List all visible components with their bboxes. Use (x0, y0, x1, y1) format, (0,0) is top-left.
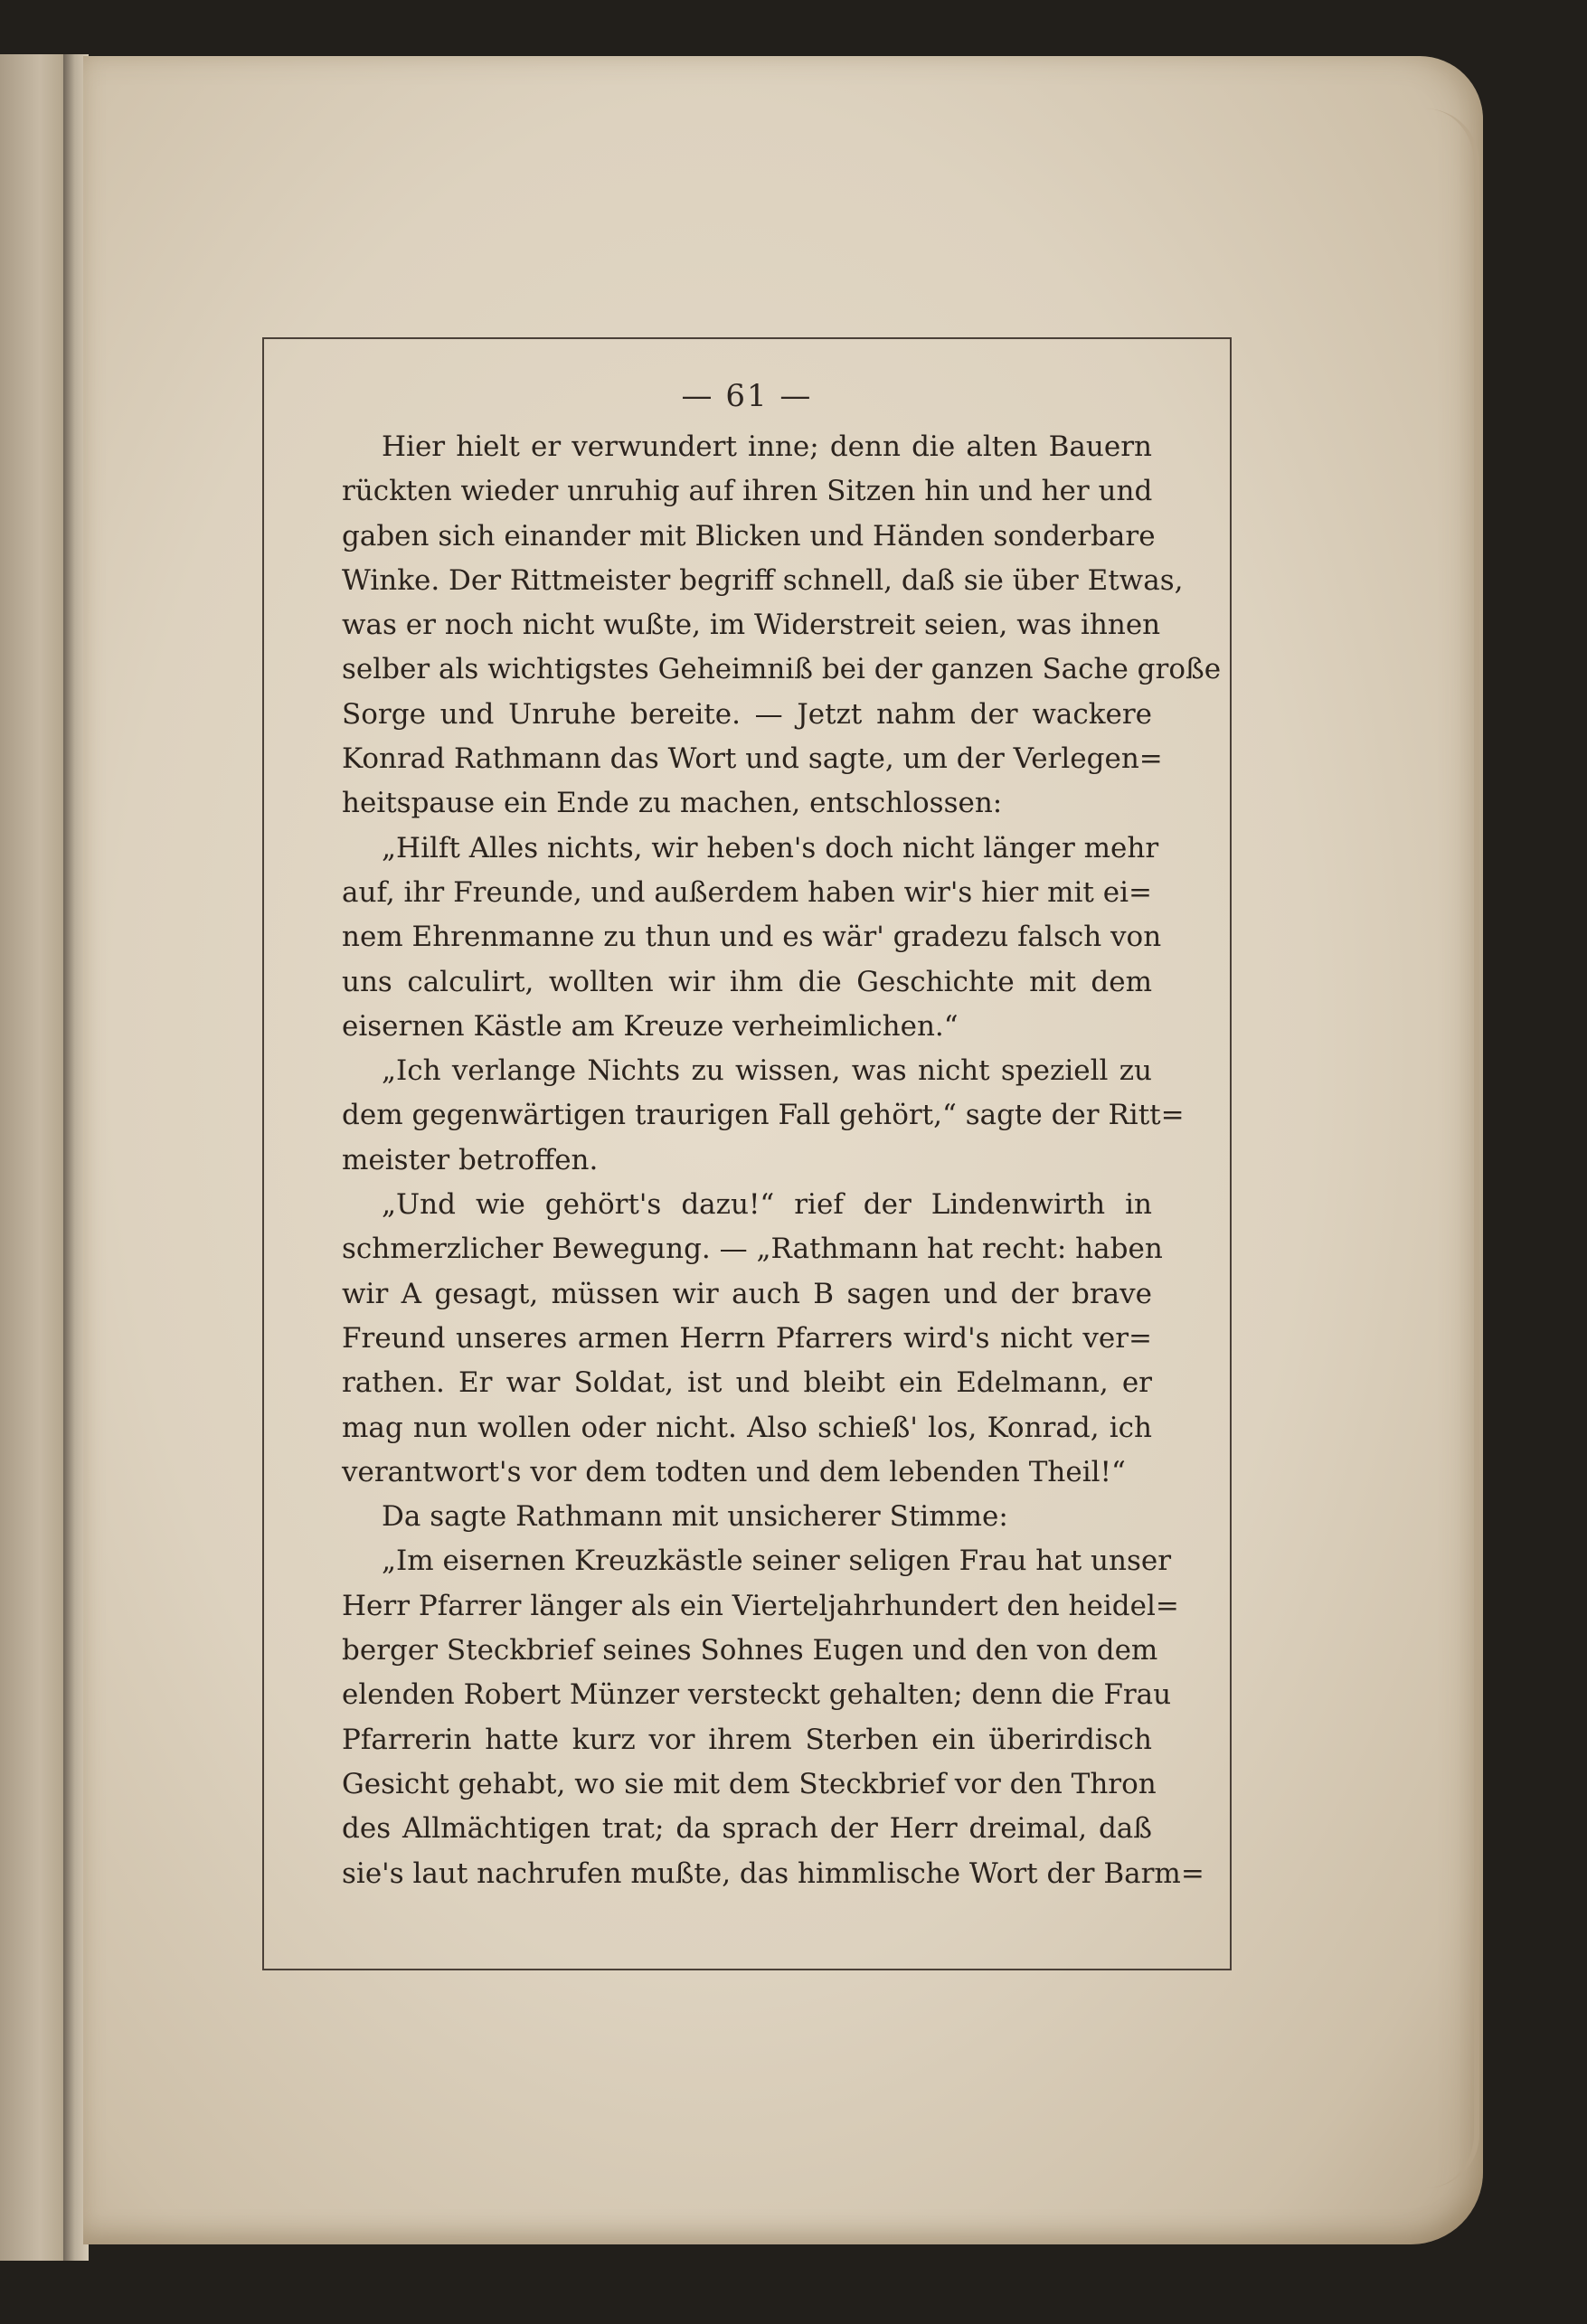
text-line: rückten wieder unruhig auf ihren Sitzen hin und her und (342, 475, 1153, 508)
text-line: was er noch nicht wußte, im Widerstreit seien, was ihnen (342, 609, 1161, 642)
text-line: „Ich verlange Nichts zu wissen, was nicht speziell zu (382, 1054, 1152, 1088)
text-line: dem gegenwärtigen traurigen Fall gehört,“ sagte der Ritt= (342, 1099, 1185, 1132)
text-line: verantwort's vor dem todten und dem lebenden Theil!“ (342, 1455, 1126, 1488)
text-line: heitspause ein Ende zu machen, entschlossen: (342, 787, 1003, 820)
text-line: Sorge und Unruhe bereite. — Jetzt nahm der wackere (342, 697, 1152, 731)
left-page-edge (0, 54, 72, 2261)
text-line: selber als wichtigstes Geheimniß bei der ganzen Sache große (342, 653, 1222, 686)
text-line: eisernen Kästle am Kreuze verheimlichen.“ (342, 1009, 959, 1043)
text-line: meister betroffen. (342, 1143, 599, 1176)
body-text (342, 425, 1222, 1896)
text-line: auf, ihr Freunde, und außerdem haben wir's hier mit ei= (342, 875, 1152, 909)
text-line: „Und wie gehört's dazu!“ rief der Lindenwirth in (382, 1188, 1152, 1222)
text-line: elenden Robert Münzer versteckt gehalten; denn die Frau (342, 1678, 1172, 1712)
text-line: „Hilft Alles nichts, wir heben's doch nicht länger mehr (382, 831, 1159, 864)
text-line: Gesicht gehabt, wo sie mit dem Steckbrief vor den Thron (342, 1767, 1157, 1800)
text-line: Winke. Der Rittmeister begriff schnell, daß sie über Etwas, (342, 563, 1184, 597)
text-line: Konrad Rathmann das Wort und sagte, um der Verlegen= (342, 742, 1163, 776)
page-number-header: — 61 — (681, 378, 813, 414)
text-line: Herr Pfarrer länger als ein Vierteljahrhundert den heidel= (342, 1589, 1179, 1622)
text-line: gaben sich einander mit Blicken und Händen sonderbare (342, 519, 1156, 553)
text-line: berger Steckbrief seines Sohnes Eugen und den von dem (342, 1634, 1158, 1667)
text-line: uns calculirt, wollten wir ihm die Geschichte mit dem (342, 965, 1152, 998)
text-line: Pfarrerin hatte kurz vor ihrem Sterben ein überirdisch (342, 1723, 1152, 1756)
text-line: wir A gesagt, müssen wir auch B sagen und der brave (342, 1277, 1152, 1310)
text-line: rathen. Er war Soldat, ist und bleibt ein Edelmann, er (342, 1366, 1152, 1400)
text-line: Da sagte Rathmann mit unsicherer Stimme: (382, 1500, 1008, 1534)
text-line: „Im eisernen Kreuzkästle seiner seligen Frau hat unser (382, 1545, 1172, 1578)
text-line: nem Ehrenmanne zu thun und es wär' gradezu falsch von (342, 921, 1162, 954)
text-line: schmerzlicher Bewegung. — „Rathmann hat recht: haben (342, 1233, 1163, 1266)
text-line: mag nun wollen oder nicht. Also schieß' los, Konrad, ich (342, 1411, 1152, 1444)
text-line: Hier hielt er verwundert inne; denn die alten Bauern (382, 430, 1152, 463)
text-line: des Allmächtigen trat; da sprach der Herr dreimal, daß (342, 1812, 1152, 1846)
text-line: Freund unseres armen Herrn Pfarrers wird's nicht ver= (342, 1321, 1152, 1355)
page-stack-edge (1411, 109, 1479, 2188)
text-line: sie's laut nachrufen mußte, das himmlische Wort der Barm= (342, 1856, 1204, 1890)
